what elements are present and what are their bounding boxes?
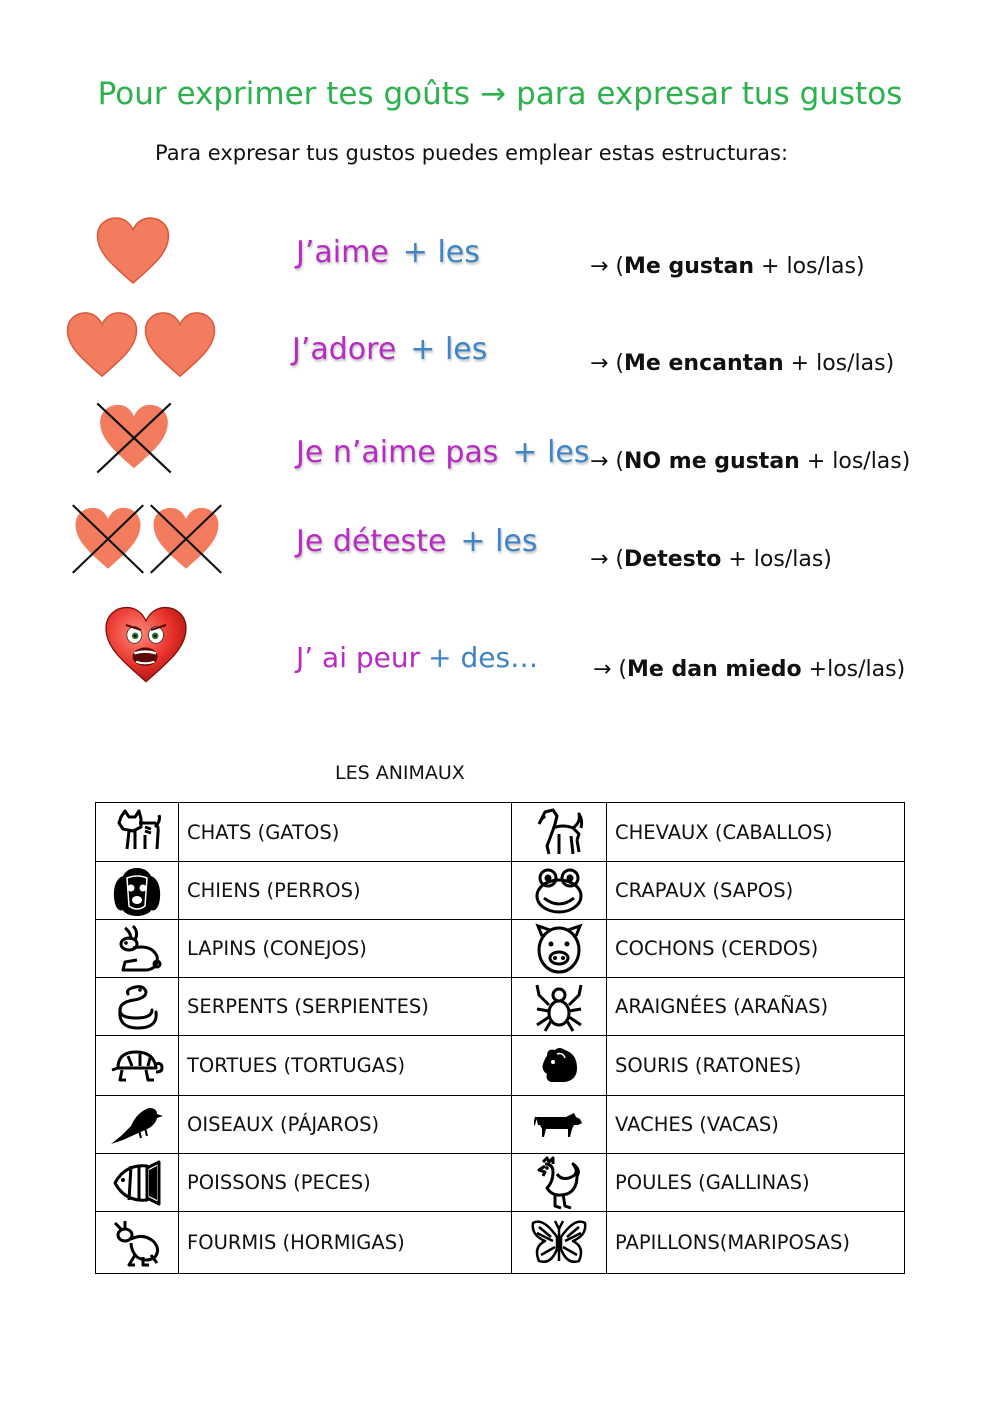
fr-verb: J’adore xyxy=(292,332,397,367)
animal-label: CHIENS (PERROS) xyxy=(179,862,512,920)
ant-icon xyxy=(96,1212,179,1274)
arrow-icon: → xyxy=(590,254,609,279)
animal-label: POISSONS (PECES) xyxy=(179,1154,512,1212)
subtitle: Para expresar tus gustos puedes emplear estas estructuras: xyxy=(155,141,789,165)
fr-plus: + les xyxy=(410,332,488,367)
animal-label: LAPINS (CONEJOS) xyxy=(179,920,512,978)
frog-icon xyxy=(512,862,607,920)
arrow-icon: → xyxy=(593,657,612,682)
table-row xyxy=(96,1154,905,1212)
animal-label: CHATS (GATOS) xyxy=(179,803,512,862)
animal-label: SERPENTS (SERPIENTES) xyxy=(179,978,512,1036)
es-bold: Detesto xyxy=(624,547,722,572)
fr-plus: + les xyxy=(512,435,590,470)
rabbit-icon xyxy=(96,920,179,978)
animal-label: CRAPAUX (SAPOS) xyxy=(607,862,905,920)
fish-icon xyxy=(96,1154,179,1212)
animal-label: TORTUES (TORTUGAS) xyxy=(179,1036,512,1096)
animal-label: CHEVAUX (CABALLOS) xyxy=(607,803,905,862)
animal-label: SOURIS (RATONES) xyxy=(607,1036,905,1096)
table-row xyxy=(96,1212,905,1274)
butterfly-icon xyxy=(512,1212,607,1274)
structure-row-jai-peur xyxy=(0,605,1000,695)
dog-icon xyxy=(96,862,179,920)
fr-plus: + les xyxy=(460,524,538,559)
es-translation: → (Me encantan + los/las) xyxy=(590,351,895,376)
arrow-icon: → xyxy=(590,351,609,376)
fr-verb: Je déteste xyxy=(296,524,447,559)
table-row xyxy=(96,862,905,920)
es-rest: +los/las) xyxy=(801,657,906,682)
es-translation: → (NO me gustan + los/las) xyxy=(590,449,911,474)
title-es: para expresar tus gustos xyxy=(516,76,903,112)
scared-heart-icon xyxy=(104,605,188,685)
animal-label: POULES (GALLINAS) xyxy=(607,1154,905,1212)
animal-label: PAPILLONS(MARIPOSAS) xyxy=(607,1212,905,1274)
arrow-icon: → xyxy=(590,449,609,474)
rooster-icon xyxy=(512,1154,607,1212)
two-crossed-hearts-icon xyxy=(70,502,224,576)
table-row xyxy=(96,1036,905,1096)
table-row xyxy=(96,1096,905,1154)
es-bold: Me encantan xyxy=(624,351,784,376)
es-translation: → (Detesto + los/las) xyxy=(590,547,832,572)
table-row xyxy=(96,978,905,1036)
table-row xyxy=(96,920,905,978)
animal-label: COCHONS (CERDOS) xyxy=(607,920,905,978)
es-rest: + los/las) xyxy=(754,254,865,279)
fr-verb: Je n’aime pas xyxy=(296,435,499,470)
es-rest: + los/las) xyxy=(783,351,895,376)
animal-label: FOURMIS (HORMIGAS) xyxy=(179,1212,512,1274)
fr-plus: + des… xyxy=(428,641,539,674)
spider-icon xyxy=(512,978,607,1036)
animals-section-title: LES ANIMAUX xyxy=(335,762,465,784)
horse-icon xyxy=(512,803,607,862)
es-rest: + los/las) xyxy=(721,547,832,572)
cow-icon xyxy=(512,1096,607,1154)
title-fr: Pour exprimer tes goûts xyxy=(97,76,471,112)
fr-plus: + les xyxy=(402,235,480,270)
es-rest: + los/las) xyxy=(799,449,911,474)
structure-row-jaime xyxy=(0,215,1000,305)
page-title xyxy=(0,76,1000,112)
animal-label: OISEAUX (PÁJAROS) xyxy=(179,1096,512,1154)
es-bold: Me dan miedo xyxy=(627,657,802,682)
crossed-heart-icon xyxy=(94,402,174,474)
structure-row-jadore xyxy=(0,312,1000,402)
fr-verb: J’aime xyxy=(296,235,389,270)
table-row xyxy=(96,803,905,862)
bird-icon xyxy=(96,1096,179,1154)
two-hearts-icon xyxy=(66,312,216,380)
structure-row-je-naime-pas xyxy=(0,400,1000,490)
turtle-icon xyxy=(96,1036,179,1096)
structure-row-je-deteste xyxy=(0,502,1000,592)
animal-label: VACHES (VACAS) xyxy=(607,1096,905,1154)
pig-icon xyxy=(512,920,607,978)
snake-icon xyxy=(96,978,179,1036)
es-bold: Me gustan xyxy=(624,254,755,279)
animals-table xyxy=(95,802,905,1274)
es-translation: → (Me gustan + los/las) xyxy=(590,254,865,279)
es-bold: NO me gustan xyxy=(624,449,800,474)
cat-icon xyxy=(96,803,179,862)
arrow-icon: → xyxy=(480,76,507,112)
one-heart-icon xyxy=(96,217,170,287)
animal-label: ARAIGNÉES (ARAÑAS) xyxy=(607,978,905,1036)
arrow-icon: → xyxy=(590,547,609,572)
es-translation: → (Me dan miedo +los/las) xyxy=(593,657,906,682)
fr-verb: J’ ai peur xyxy=(296,641,421,674)
mouse-icon xyxy=(512,1036,607,1096)
